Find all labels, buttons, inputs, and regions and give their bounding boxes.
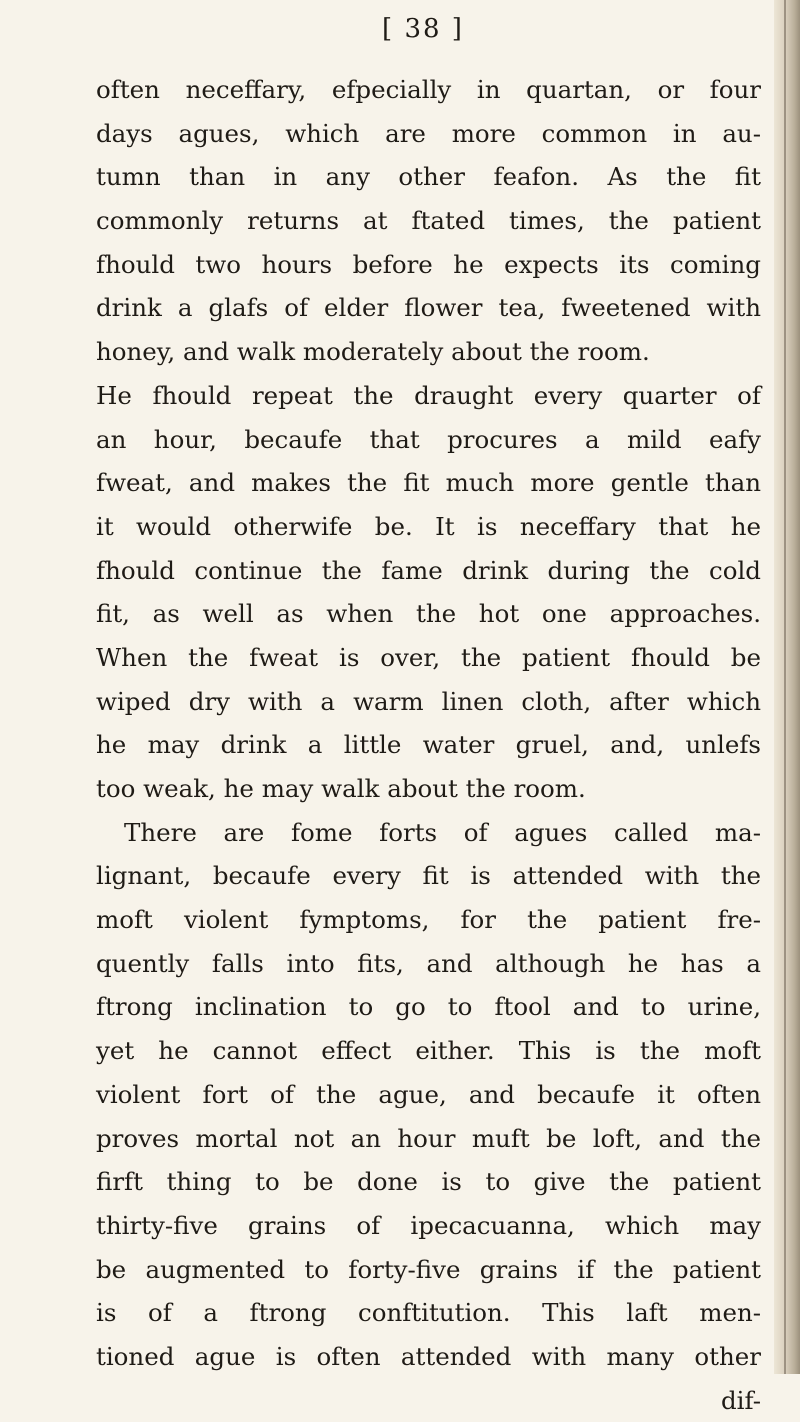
text-line: drink a glafs of elder flower tea, fweetened with — [96, 293, 761, 323]
text-line: tioned ague is often attended with many other — [96, 1341, 761, 1371]
text-line: often neceffary, efpecially in quartan, or four — [96, 75, 761, 104]
text-line: ftrong inclination to go to ftool and to urine, — [96, 992, 761, 1022]
text-line: lignant, becaufe every fit is attended with the — [96, 861, 761, 891]
text-line: an hour, becaufe that procures a mild eafy — [96, 424, 761, 454]
text-line: yet he cannot effect either. This is the moft — [96, 1036, 761, 1066]
text-line: honey, and walk moderately about the room. — [96, 337, 650, 367]
text-line: fhould continue the fame drink during the cold — [96, 555, 761, 585]
text-line: There are fome forts of agues called ma- — [124, 817, 761, 847]
text-line: quently falls into fits, and although he has a — [96, 948, 761, 978]
body-text — [96, 68, 761, 1422]
text-line: proves mortal not an hour muft be loft, and the — [96, 1123, 761, 1153]
text-line: he may drink a little water gruel, and, unlefs — [96, 730, 761, 760]
page-header — [0, 14, 800, 44]
text-line: violent fort of the ague, and becaufe it often — [96, 1079, 761, 1109]
text-line: tumn than in any other feafon. As the fit — [96, 162, 761, 192]
text-line: thirty-five grains of ipecacuanna, which may — [96, 1210, 761, 1240]
text-line: wiped dry with a warm linen cloth, after which — [96, 686, 761, 716]
text-line: commonly returns at ftated times, the patient — [96, 206, 761, 236]
text-line: is of a ftrong conftitution. This laft men- — [96, 1298, 761, 1328]
text-line: When the fweat is over, the patient fhould be — [96, 642, 761, 672]
text-line: fweat, and makes the fit much more gentle than — [96, 468, 761, 498]
text-line: moft violent fymptoms, for the patient fre- — [96, 905, 761, 935]
text-line: He fhould repeat the draught every quarter of — [96, 380, 761, 410]
text-line: days agues, which are more common in au- — [96, 118, 761, 148]
text-line: it would otherwife be. It is neceffary that he — [96, 511, 761, 541]
text-line: fit, as well as when the hot one approaches. — [96, 599, 761, 629]
page-edge-line — [784, 0, 786, 1374]
page-number: [ 38 ] — [382, 14, 464, 44]
page-edge-shadow — [774, 0, 800, 1374]
text-line: be augmented to forty-five grains if the patient — [96, 1254, 761, 1284]
text-line: firft thing to be done is to give the patient — [96, 1167, 761, 1197]
text-line: too weak, he may walk about the room. — [96, 774, 586, 803]
text-line: fhould two hours before he expects its coming — [96, 249, 761, 279]
catchword: dif- — [721, 1385, 761, 1415]
